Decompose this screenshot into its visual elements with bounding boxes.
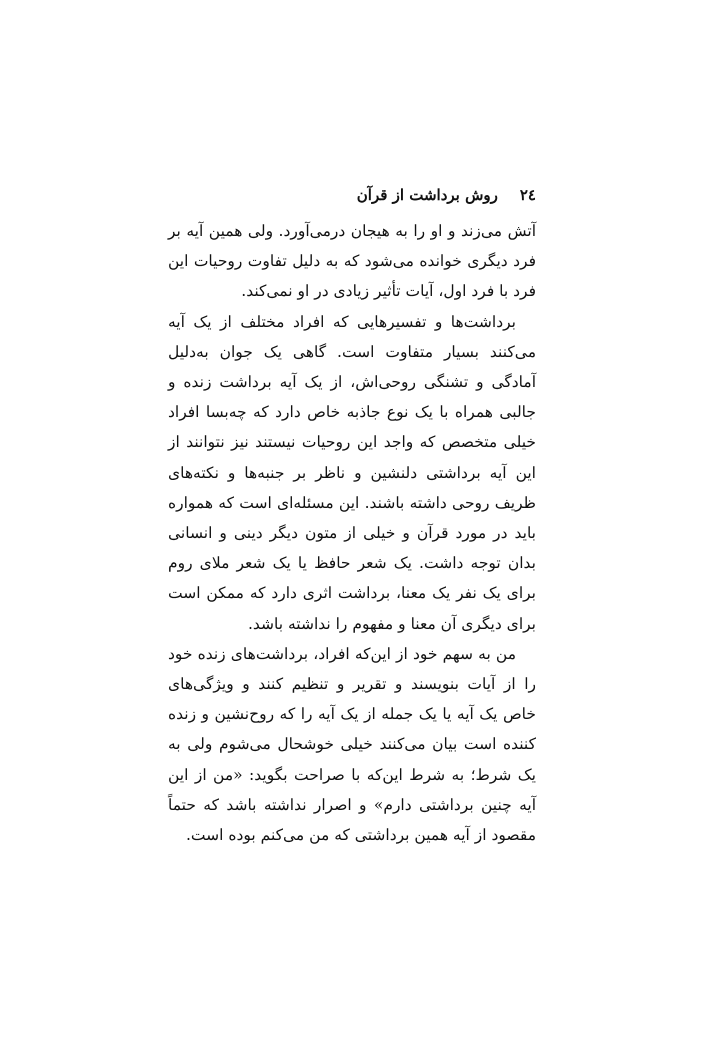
paragraph-3: من به سهم خود از این‌که افراد، برداشت‌های زنده خود را از آیات بنویسند و تقریر و تنظیم کنند و ویژگی‌های خاص یک آیه یا یک جمله از یک آیه را که روح‌نشین و زنده کننده است بیان می‌کنند خیلی خوشحال می‌شوم ولی به یک شرط؛ به شرط این‌که با صراحت بگوید: «من از این آیه چنین برداشتی دارم» و اصرار نداشته باشد که حتماً مقصود از آیه همین برداشتی که من می‌کنم بوده است. <box>168 644 536 845</box>
running-header <box>168 186 536 212</box>
body-text <box>168 216 536 850</box>
running-title: روش برداشت از قرآن <box>356 186 498 204</box>
page-number: ٢٤ <box>519 186 536 204</box>
paragraph-2: برداشت‌ها و تفسیرهایی که افراد مختلف از یک آیه می‌کنند بسیار متفاوت است. گاهی یک جوان به‌دلیل آمادگی و تشنگی روحی‌اش، از یک آیه برداشت زنده و جالبی همراه با یک نوع جاذبه خاص دارد که چه‌بسا افراد خیلی متخصص که واجد این روحیات نیستند نیز نتوانند از این آیه برداشتی دلنشین و ناظر بر جنبه‌ها و نکته‌های ظریف روحی داشته باشند. این مسئله‌ای است که همواره باید در مورد قرآن و خیلی از متون دیگر دینی و انسانی بدان توجه داشت. یک شعر حافظ یا یک شعر ملای روم برای یک نفر یک معنا، برداشت اثری دارد که ممکن است برای دیگری آن معنا و مفهوم را نداشته باشد. <box>168 312 536 633</box>
paragraph-1: آتش می‌زند و او را به هیجان درمی‌آورد. ولی همین آیه بر فرد دیگری خوانده می‌شود که به دلیل تفاوت روحیات این فرد با فرد اول، آیات تأثیر زیادی در او نمی‌کند. <box>168 222 536 301</box>
book-page <box>168 186 536 850</box>
